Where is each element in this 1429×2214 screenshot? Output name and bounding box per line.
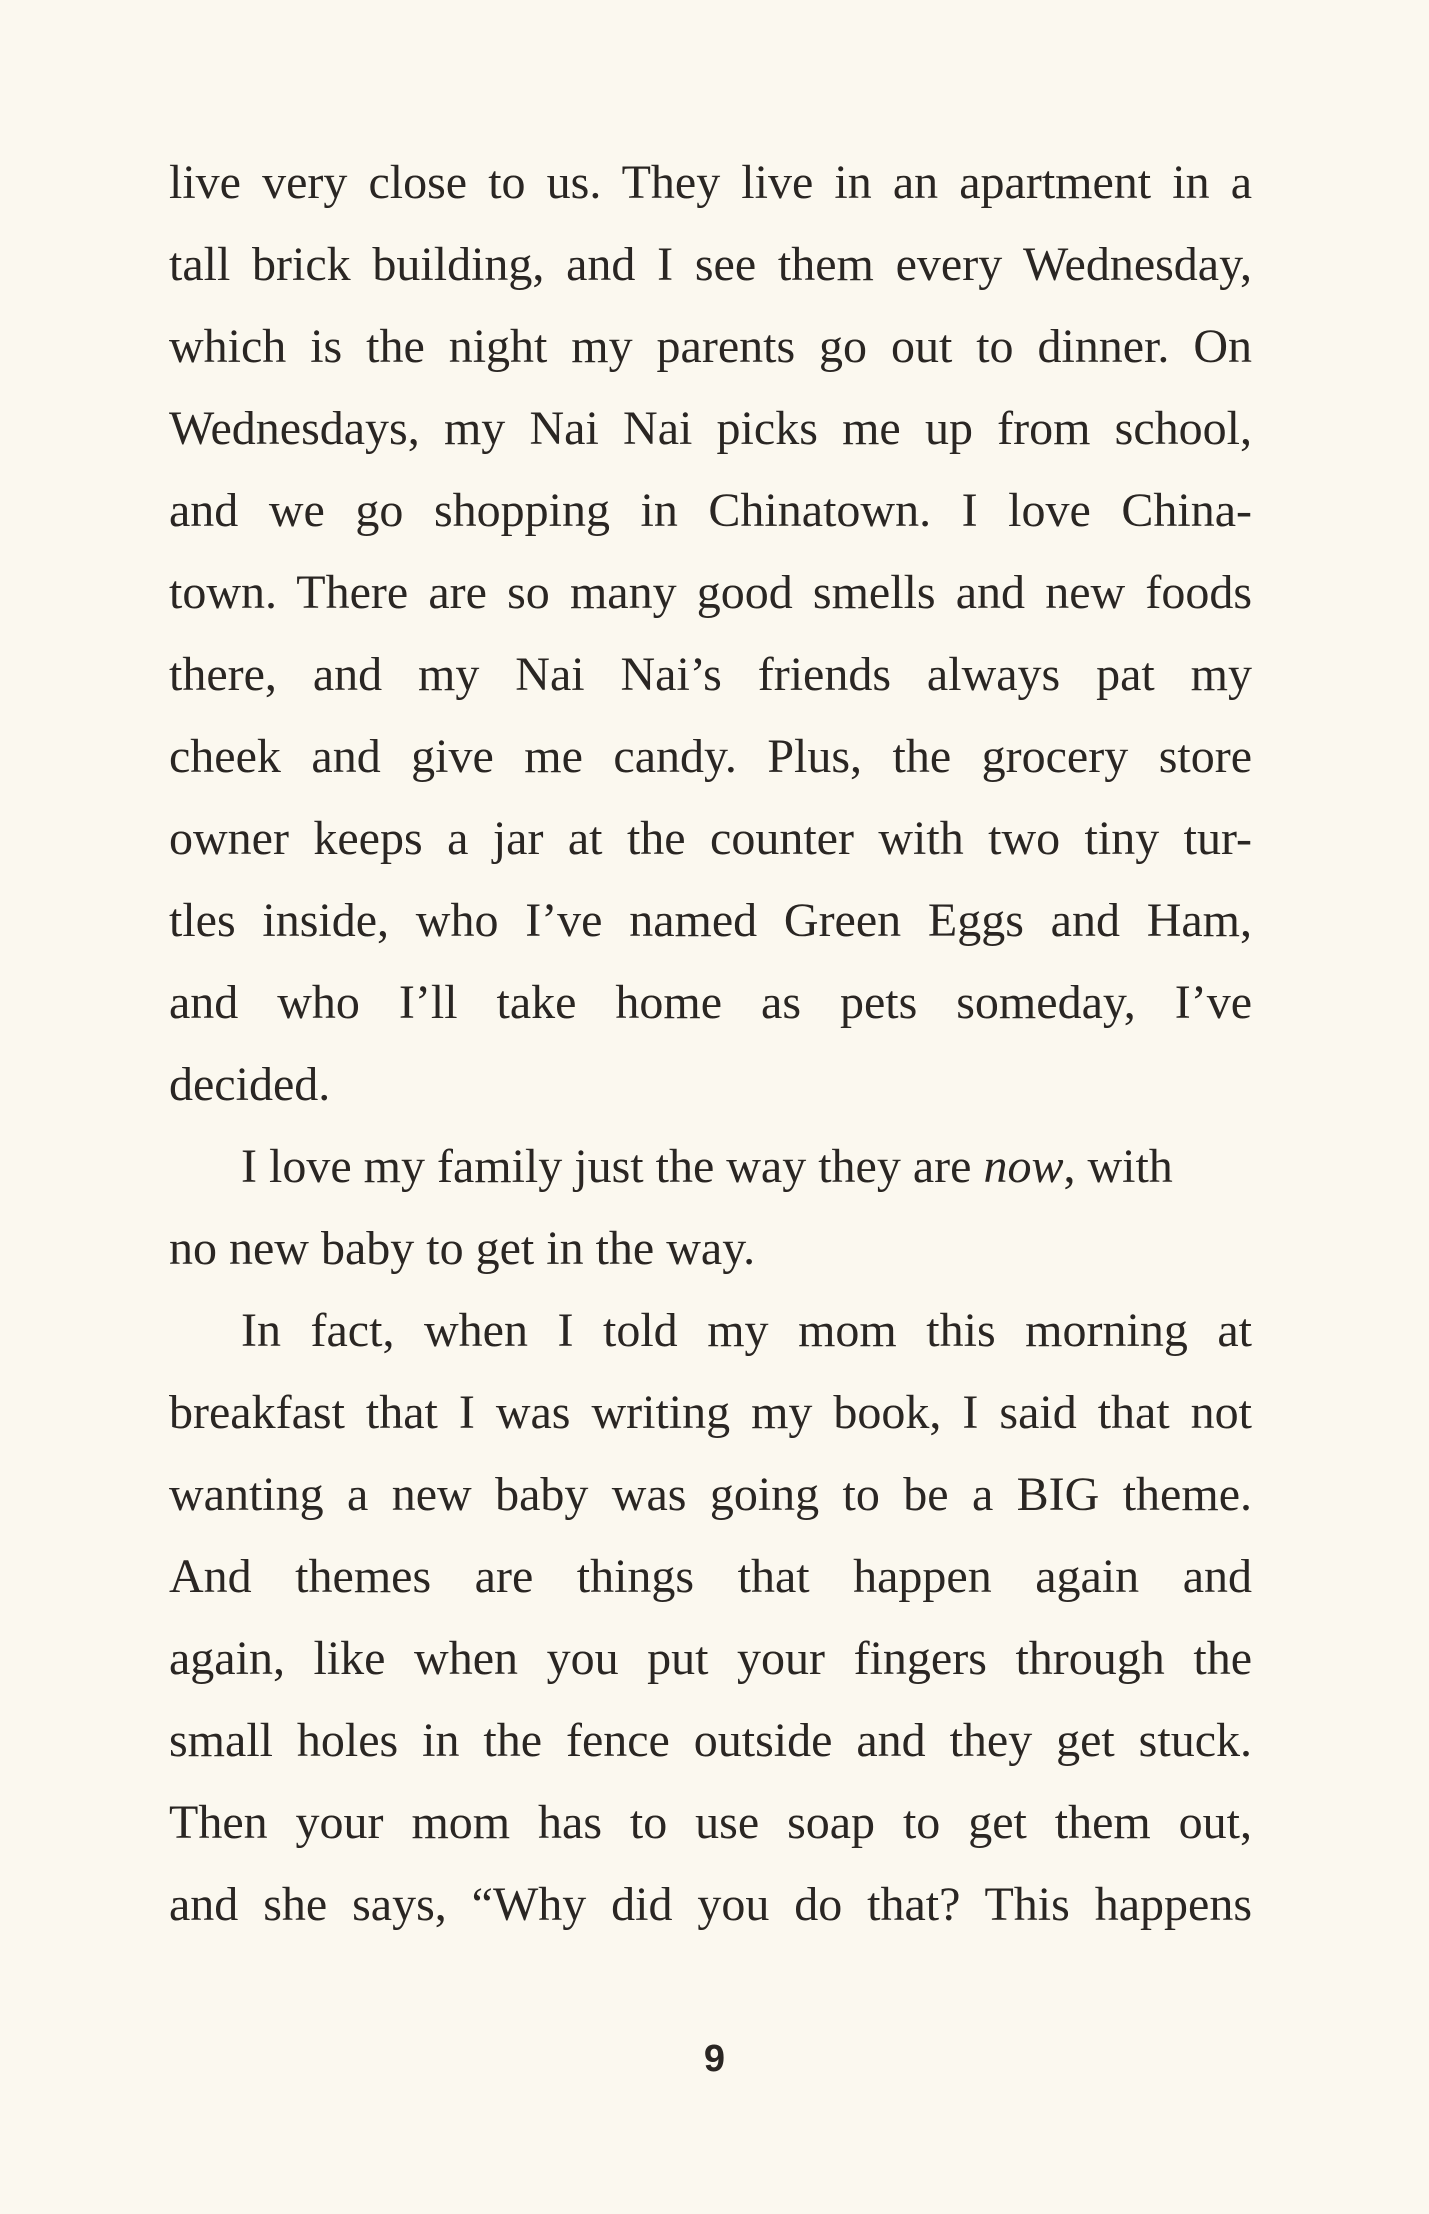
paragraph-first-line [169,1126,1252,1208]
text-line: tall brick building, and I see them every Wednesday, [169,238,1252,291]
italic-word: now [983,1140,1064,1193]
text-line: live very close to us. They live in an apartment in a [169,156,1252,209]
text-run: I love my family just the way they are [241,1140,984,1193]
text-line: decided. [169,1058,331,1111]
text-line: Wednesdays, my Nai Nai picks me up from school, [169,402,1252,455]
text-line: and who I’ll take home as pets someday, I’ve [169,976,1252,1029]
text-line: there, and my Nai Nai’s friends always pat my [169,648,1252,701]
text-line: cheek and give me candy. Plus, the grocery store [169,730,1252,783]
text-line: And themes are things that happen again and [169,1550,1252,1603]
text-line: which is the night my parents go out to dinner. On [169,320,1252,373]
paragraph-first-line: In fact, when I told my mom this morning at [241,1304,1252,1357]
text-line: tles inside, who I’ve named Green Eggs and Ham, [169,894,1252,947]
text-line: and she says, “Why did you do that? This happens [169,1878,1252,1931]
text-line: small holes in the fence outside and they get stuck. [169,1714,1252,1767]
text-line: no new baby to get in the way. [169,1222,756,1275]
body-text [169,142,1252,1946]
text-line: breakfast that I was writing my book, I said that not [169,1386,1252,1439]
text-run: , with [1063,1140,1173,1193]
page-number: 9 [703,2038,726,2080]
text-line: owner keeps a jar at the counter with two tiny tur- [169,812,1252,865]
text-line: town. There are so many good smells and new foods [169,566,1252,619]
text-line: wanting a new baby was going to be a BIG theme. [169,1468,1252,1521]
text-line: and we go shopping in Chinatown. I love China- [169,484,1252,537]
text-line: again, like when you put your fingers through the [169,1632,1252,1685]
text-line: Then your mom has to use soap to get them out, [169,1796,1252,1849]
